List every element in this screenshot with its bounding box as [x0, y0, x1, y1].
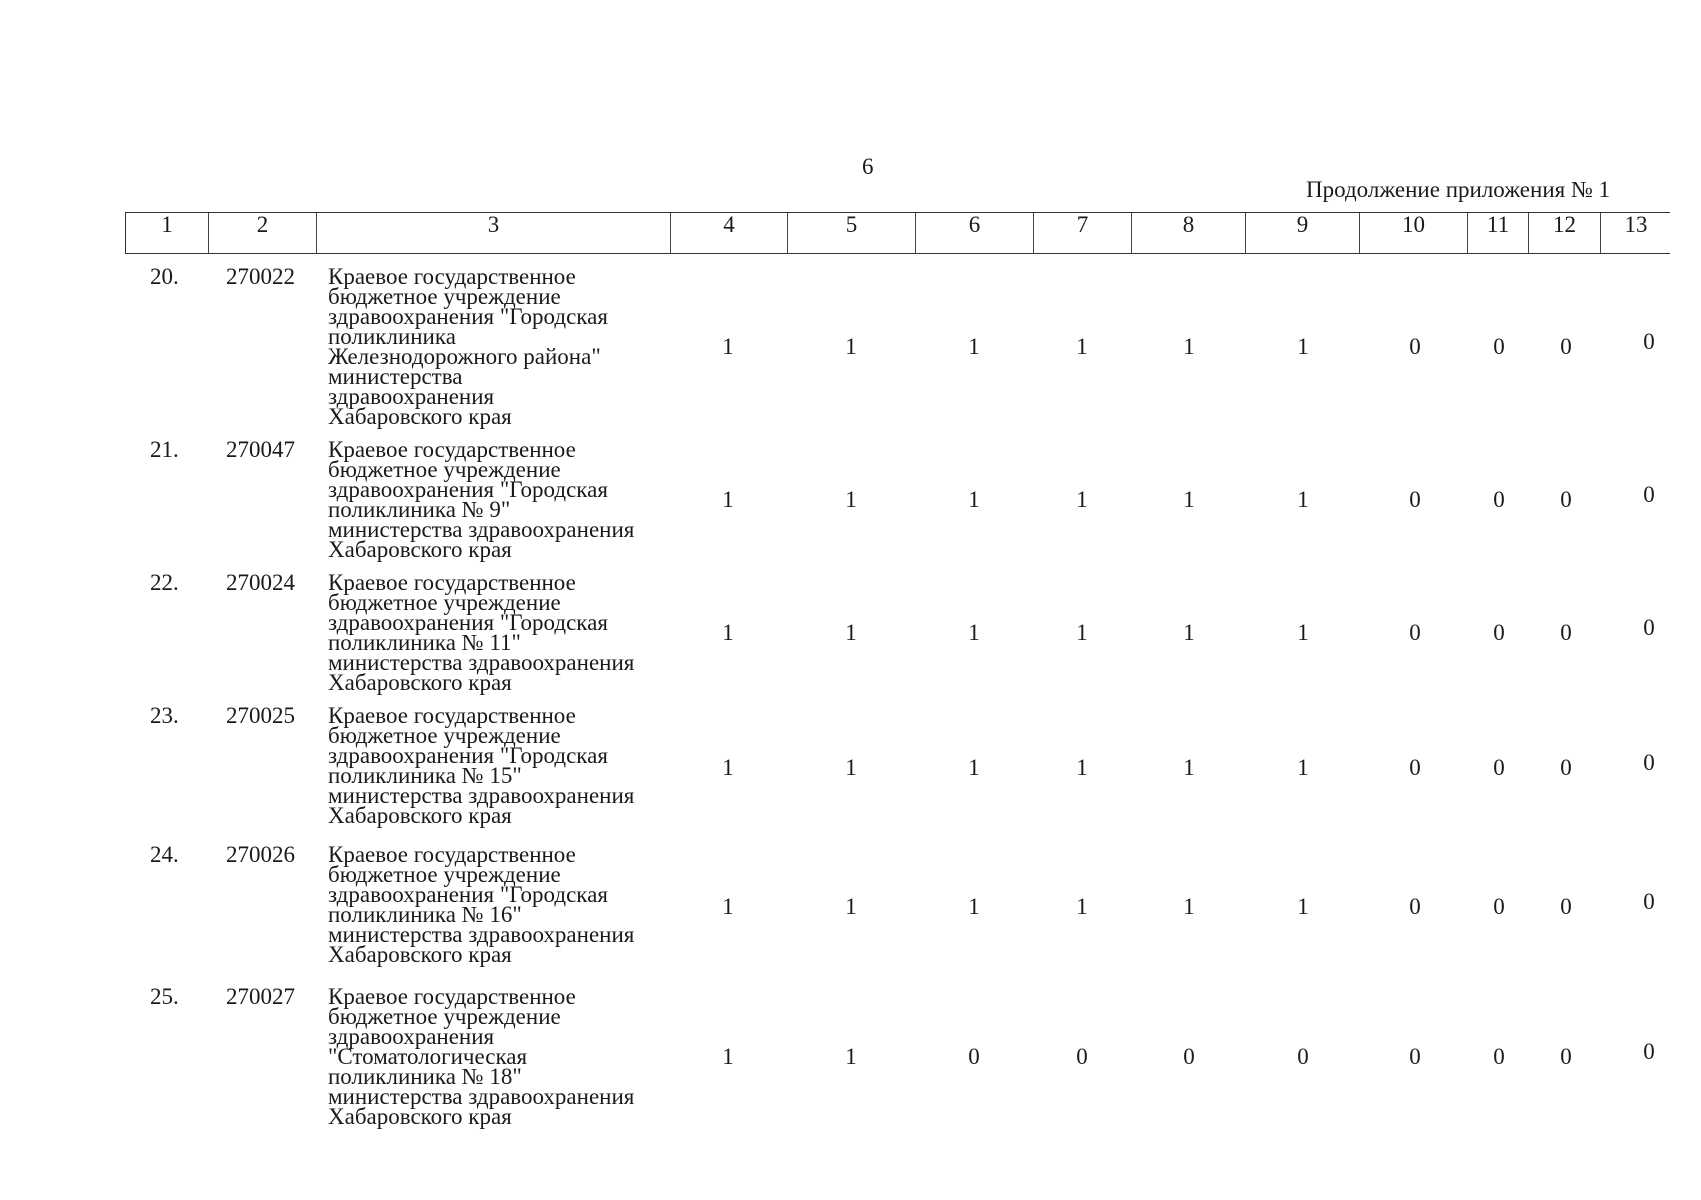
cell-col-5: 1 — [845, 487, 857, 512]
name-line: здравоохранения "Городская — [328, 610, 608, 635]
cell-col-5: 1 — [845, 894, 857, 919]
name-line: Хабаровского края — [328, 803, 512, 828]
name-line: Хабаровского края — [328, 537, 512, 562]
name-line: бюджетное учреждение — [328, 590, 561, 615]
cell-col-7: 1 — [1076, 894, 1088, 919]
row-name — [328, 437, 688, 562]
row-code: 270026 — [226, 842, 295, 867]
name-line: Краевое государственное — [328, 570, 576, 595]
name-line: здравоохранения "Городская — [328, 304, 608, 329]
header-cell-2: 2 — [209, 213, 317, 253]
header-cell-12: 12 — [1529, 213, 1601, 253]
header-cell-1: 1 — [126, 213, 209, 253]
cell-col-13: 0 — [1643, 1039, 1655, 1064]
cell-col-4: 1 — [722, 755, 734, 780]
name-line: здравоохранения — [328, 1024, 495, 1049]
cell-col-6: 1 — [968, 620, 980, 645]
name-line: поликлиника № 15" — [328, 763, 522, 788]
cell-col-12: 0 — [1560, 894, 1572, 919]
header-cell-6: 6 — [916, 213, 1034, 253]
name-line: здравоохранения "Городская — [328, 743, 608, 768]
name-line: министерства здравоохранения — [328, 1084, 635, 1109]
cell-col-11: 0 — [1493, 755, 1505, 780]
cell-col-8: 0 — [1183, 1044, 1195, 1069]
name-line: поликлиника № 18" — [328, 1064, 522, 1089]
row-number: 25. — [150, 984, 179, 1009]
name-line: бюджетное учреждение — [328, 457, 561, 482]
cell-col-12: 0 — [1560, 620, 1572, 645]
cell-col-7: 1 — [1076, 487, 1088, 512]
row-number: 24. — [150, 842, 179, 867]
name-line: министерства здравоохранения — [328, 517, 635, 542]
row-code: 270027 — [226, 984, 295, 1009]
cell-col-9: 1 — [1297, 620, 1309, 645]
cell-col-11: 0 — [1493, 1044, 1505, 1069]
table-header — [125, 212, 1670, 254]
row-number: 22. — [150, 570, 179, 595]
row-name — [328, 842, 688, 967]
cell-col-12: 0 — [1560, 334, 1572, 359]
continuation-label: Продолжение приложения № 1 — [1306, 177, 1611, 202]
name-line: министерства здравоохранения — [328, 783, 635, 808]
cell-col-13: 0 — [1643, 615, 1655, 640]
cell-col-8: 1 — [1183, 487, 1195, 512]
cell-col-5: 1 — [845, 1044, 857, 1069]
name-line: Краевое государственное — [328, 984, 576, 1009]
header-cell-13: 13 — [1624, 212, 1648, 237]
name-line: Железнодорожного района" — [328, 344, 601, 369]
row-name — [328, 264, 688, 429]
name-line: Краевое государственное — [328, 264, 576, 289]
cell-col-9: 1 — [1297, 334, 1309, 359]
cell-col-11: 0 — [1493, 894, 1505, 919]
header-cell-5: 5 — [788, 213, 916, 253]
cell-col-8: 1 — [1183, 620, 1195, 645]
name-line: поликлиника № 16" — [328, 902, 522, 927]
cell-col-4: 1 — [722, 1044, 734, 1069]
name-line: Краевое государственное — [328, 437, 576, 462]
cell-col-6: 0 — [968, 1044, 980, 1069]
cell-col-6: 1 — [968, 755, 980, 780]
cell-col-5: 1 — [845, 334, 857, 359]
cell-col-13: 0 — [1643, 329, 1655, 354]
header-cell-9: 9 — [1246, 213, 1360, 253]
cell-col-10: 0 — [1409, 1044, 1421, 1069]
name-line: здравоохранения — [328, 384, 495, 409]
row-number: 23. — [150, 703, 179, 728]
cell-col-5: 1 — [845, 755, 857, 780]
cell-col-7: 1 — [1076, 620, 1088, 645]
page-number: 6 — [862, 154, 874, 179]
cell-col-7: 1 — [1076, 334, 1088, 359]
cell-col-4: 1 — [722, 894, 734, 919]
name-line: Краевое государственное — [328, 703, 576, 728]
header-cell-3: 3 — [317, 213, 671, 253]
name-line: Хабаровского края — [328, 404, 512, 429]
row-code: 270025 — [226, 703, 295, 728]
name-line: министерства — [328, 364, 463, 389]
cell-col-11: 0 — [1493, 334, 1505, 359]
name-line: поликлиника № 11" — [328, 630, 521, 655]
cell-col-13: 0 — [1643, 750, 1655, 775]
name-line: здравоохранения "Городская — [328, 882, 608, 907]
header-cell-7: 7 — [1034, 213, 1132, 253]
cell-col-4: 1 — [722, 334, 734, 359]
cell-col-11: 0 — [1493, 487, 1505, 512]
name-line: поликлиника — [328, 324, 456, 349]
cell-col-7: 1 — [1076, 755, 1088, 780]
cell-col-13: 0 — [1643, 482, 1655, 507]
row-code: 270047 — [226, 437, 295, 462]
cell-col-10: 0 — [1409, 894, 1421, 919]
row-name — [328, 984, 688, 1129]
name-line: здравоохранения "Городская — [328, 477, 608, 502]
cell-col-10: 0 — [1409, 487, 1421, 512]
name-line: поликлиника № 9" — [328, 497, 511, 522]
cell-col-10: 0 — [1409, 334, 1421, 359]
cell-col-6: 1 — [968, 487, 980, 512]
cell-col-6: 1 — [968, 894, 980, 919]
header-cell-4: 4 — [671, 213, 788, 253]
cell-col-12: 0 — [1560, 1044, 1572, 1069]
cell-col-11: 0 — [1493, 620, 1505, 645]
name-line: бюджетное учреждение — [328, 1004, 561, 1029]
name-line: бюджетное учреждение — [328, 723, 561, 748]
row-code: 270024 — [226, 570, 295, 595]
row-name — [328, 570, 688, 695]
cell-col-4: 1 — [722, 487, 734, 512]
row-code: 270022 — [226, 264, 295, 289]
cell-col-10: 0 — [1409, 755, 1421, 780]
cell-col-4: 1 — [722, 620, 734, 645]
cell-col-10: 0 — [1409, 620, 1421, 645]
header-cell-10: 10 — [1360, 213, 1468, 253]
name-line: Хабаровского края — [328, 670, 512, 695]
name-line: министерства здравоохранения — [328, 650, 635, 675]
name-line: бюджетное учреждение — [328, 284, 561, 309]
name-line: Краевое государственное — [328, 842, 576, 867]
cell-col-9: 0 — [1297, 1044, 1309, 1069]
cell-col-7: 0 — [1076, 1044, 1088, 1069]
name-line: Хабаровского края — [328, 942, 512, 967]
row-name — [328, 703, 688, 828]
name-line: министерства здравоохранения — [328, 922, 635, 947]
name-line: бюджетное учреждение — [328, 862, 561, 887]
cell-col-8: 1 — [1183, 755, 1195, 780]
header-cell-8: 8 — [1132, 213, 1246, 253]
cell-col-9: 1 — [1297, 894, 1309, 919]
cell-col-12: 0 — [1560, 487, 1572, 512]
header-cell-11: 11 — [1468, 213, 1529, 253]
cell-col-13: 0 — [1643, 889, 1655, 914]
cell-col-5: 1 — [845, 620, 857, 645]
row-number: 20. — [150, 264, 179, 289]
row-number: 21. — [150, 437, 179, 462]
name-line: Хабаровского края — [328, 1104, 512, 1129]
cell-col-8: 1 — [1183, 894, 1195, 919]
cell-col-9: 1 — [1297, 755, 1309, 780]
cell-col-12: 0 — [1560, 755, 1572, 780]
name-line: "Стоматологическая — [328, 1044, 528, 1069]
cell-col-9: 1 — [1297, 487, 1309, 512]
cell-col-6: 1 — [968, 334, 980, 359]
cell-col-8: 1 — [1183, 334, 1195, 359]
